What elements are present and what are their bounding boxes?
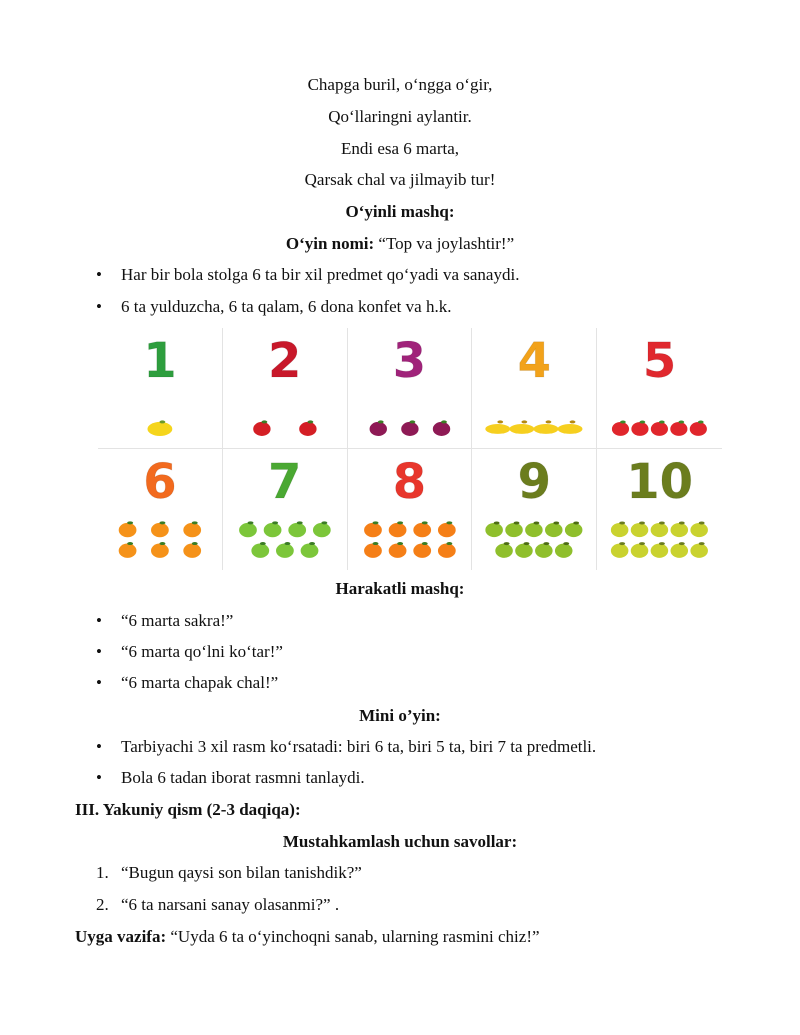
bullet-icon: • — [96, 265, 102, 284]
banana-leaf — [522, 420, 528, 423]
grape-fruit — [496, 544, 514, 558]
strawberry-leaf — [679, 421, 685, 424]
pear-leaf — [679, 521, 685, 524]
pear-fruit — [671, 523, 689, 537]
tangerine-leaf — [421, 542, 427, 545]
strawberry-fruit — [690, 422, 707, 436]
bullet-icon: • — [96, 297, 102, 316]
pear-fruit — [691, 544, 709, 558]
grape-fruit — [565, 523, 583, 537]
strawberry-fruit — [632, 422, 649, 436]
lime-leaf — [297, 521, 303, 524]
number-card-6 — [98, 449, 223, 570]
mini-game-bullet-2 — [96, 767, 365, 789]
number-card-5 — [597, 328, 722, 449]
pear-fruit — [671, 544, 689, 558]
lime-fruit — [288, 523, 306, 537]
final-part-heading: III. Yakuniy qism (2-3 daqiqa): — [75, 800, 301, 819]
movement-bullet-1 — [96, 610, 233, 632]
grape-fruit — [535, 544, 553, 558]
tangerine-leaf — [421, 521, 427, 524]
question-item-2 — [96, 894, 339, 916]
apple-fruit — [253, 422, 270, 436]
tangerine-fruit — [438, 523, 456, 537]
grape-leaf — [544, 542, 550, 545]
movement-heading: Harakatli mashq: — [335, 579, 465, 598]
cherry-leaf — [441, 420, 447, 423]
cherry-fruit — [369, 422, 386, 436]
lime-leaf — [247, 521, 253, 524]
orange-leaf — [127, 521, 133, 524]
banana-fruit — [486, 424, 511, 434]
tangerine-fruit — [413, 523, 431, 537]
pear-leaf — [639, 521, 645, 524]
mini-game-bullet-text: Bola 6 tadan iborat rasmni tanlaydi. — [121, 768, 365, 787]
tangerine-leaf — [397, 542, 403, 545]
strawberry-fruit — [612, 422, 629, 436]
game-name-line — [0, 233, 800, 255]
cherry-fruit — [401, 422, 418, 436]
pear-leaf — [639, 542, 645, 545]
orange-leaf — [159, 542, 165, 545]
tangerine-leaf — [372, 521, 378, 524]
apple-leaf — [307, 420, 313, 423]
lemon-leaf — [159, 420, 165, 423]
pear-leaf — [619, 521, 625, 524]
grape-leaf — [534, 521, 540, 524]
movement-bullet-text: “6 marta qo‘lni ko‘tar!” — [121, 642, 283, 661]
question-number: 2. — [96, 895, 109, 914]
lime-fruit — [264, 523, 282, 537]
strawberry-fruit — [651, 422, 668, 436]
cherry-leaf — [409, 420, 415, 423]
question-text: “6 ta narsani sanay olasanmi?” . — [121, 895, 340, 914]
banana-fruit — [510, 424, 535, 434]
lemon-fruit — [147, 422, 172, 436]
orange-fruit — [119, 523, 137, 537]
poem-line-1: Chapga buril, o‘ngga o‘gir, — [307, 75, 493, 94]
pear-icon — [605, 515, 714, 562]
pear-fruit — [611, 544, 629, 558]
apple-fruit — [299, 422, 316, 436]
bullet-icon: • — [96, 611, 102, 630]
game-bullet-text: Har bir bola stolga 6 ta bir xil predmet qo‘yadi va sanaydi. — [121, 265, 520, 284]
lime-fruit — [313, 523, 331, 537]
game-bullet-1 — [96, 264, 519, 286]
orange-leaf — [159, 521, 165, 524]
banana-leaf — [546, 420, 552, 423]
pear-fruit — [651, 523, 669, 537]
homework-line — [75, 926, 540, 948]
pear-fruit — [631, 523, 649, 537]
grape-icon — [480, 515, 588, 562]
cherry-fruit — [432, 422, 449, 436]
game-heading: O‘yinli mashq: — [345, 202, 455, 221]
card-number: 7 — [267, 454, 302, 510]
card-number: 4 — [517, 333, 551, 389]
poem-line-2: Qo‘llaringni aylantir. — [328, 107, 472, 126]
tangerine-icon — [356, 515, 464, 562]
grape-leaf — [514, 521, 520, 524]
grape-fruit — [516, 544, 534, 558]
tangerine-fruit — [364, 544, 382, 558]
number-card-9 — [472, 449, 597, 570]
pear-fruit — [611, 523, 629, 537]
pear-leaf — [679, 542, 685, 545]
pear-fruit — [631, 544, 649, 558]
pear-leaf — [659, 542, 665, 545]
tangerine-leaf — [446, 521, 452, 524]
lime-leaf — [284, 542, 290, 545]
apple-icon — [231, 394, 339, 440]
lime-fruit — [251, 544, 269, 558]
cherry-leaf — [377, 420, 383, 423]
pear-leaf — [699, 542, 705, 545]
banana-leaf — [498, 420, 504, 423]
number-cards-image — [98, 328, 722, 570]
strawberry-leaf — [640, 421, 646, 424]
pear-fruit — [651, 544, 669, 558]
homework-label: Uyga vazifa: — [75, 927, 167, 946]
mini-game-bullet-1 — [96, 736, 596, 758]
grape-fruit — [526, 523, 544, 537]
banana-fruit — [558, 424, 583, 434]
lime-leaf — [321, 521, 327, 524]
grape-leaf — [564, 542, 570, 545]
number-card-8 — [348, 449, 473, 570]
questions-heading: Mustahkamlash uchun savollar: — [282, 832, 518, 851]
lemon-icon — [106, 394, 214, 440]
lime-fruit — [239, 523, 257, 537]
card-number: 6 — [143, 454, 177, 510]
mini-game-heading: Mini o’yin: — [359, 706, 441, 725]
grape-leaf — [494, 521, 500, 524]
card-number: 8 — [392, 454, 427, 510]
orange-leaf — [127, 542, 133, 545]
pear-leaf — [659, 521, 665, 524]
lime-fruit — [276, 544, 294, 558]
number-card-7 — [223, 449, 348, 570]
game-bullet-text: 6 ta yulduzcha, 6 ta qalam, 6 dona konfet va h.k. — [121, 297, 452, 316]
strawberry-leaf — [620, 421, 626, 424]
orange-fruit — [151, 544, 169, 558]
question-number: 1. — [96, 863, 109, 882]
grape-fruit — [506, 523, 524, 537]
poem-line-3: Endi esa 6 marta, — [340, 139, 459, 158]
strawberry-leaf — [698, 421, 704, 424]
grape-fruit — [545, 523, 563, 537]
card-number: 5 — [642, 333, 677, 389]
tangerine-fruit — [388, 523, 406, 537]
orange-leaf — [192, 521, 198, 524]
game-name-value: “Top va joylashtir!” — [374, 234, 515, 253]
pear-leaf — [619, 542, 625, 545]
movement-bullet-2 — [96, 641, 283, 663]
number-card-1 — [98, 328, 223, 449]
bullet-icon: • — [96, 673, 102, 692]
card-number: 10 — [626, 454, 693, 510]
bullet-icon: • — [96, 642, 102, 661]
orange-fruit — [183, 544, 201, 558]
game-name-label: O‘yin nomi: — [285, 234, 375, 253]
banana-fruit — [534, 424, 559, 434]
movement-bullet-text: “6 marta chapak chal!” — [121, 673, 279, 692]
card-number: 3 — [392, 333, 427, 389]
grape-leaf — [504, 542, 510, 545]
question-item-1 — [96, 862, 362, 884]
strawberry-fruit — [670, 422, 687, 436]
lime-fruit — [300, 544, 318, 558]
movement-bullet-text: “6 marta sakra!” — [121, 611, 234, 630]
card-number: 2 — [267, 333, 302, 389]
tangerine-fruit — [438, 544, 456, 558]
game-bullet-2 — [96, 296, 451, 318]
orange-fruit — [183, 523, 201, 537]
lime-icon — [231, 515, 339, 562]
cherry-icon — [356, 394, 464, 440]
grape-leaf — [524, 542, 530, 545]
number-card-4 — [472, 328, 597, 449]
movement-bullet-3 — [96, 672, 278, 694]
grape-leaf — [554, 521, 560, 524]
tangerine-leaf — [372, 542, 378, 545]
bullet-icon: • — [96, 768, 102, 787]
apple-leaf — [261, 420, 267, 423]
grape-fruit — [486, 523, 504, 537]
orange-leaf — [192, 542, 198, 545]
card-number: 1 — [143, 333, 177, 389]
orange-icon — [106, 515, 214, 562]
pear-fruit — [691, 523, 709, 537]
lime-leaf — [272, 521, 278, 524]
grape-fruit — [555, 544, 573, 558]
tangerine-fruit — [413, 544, 431, 558]
poem-line-4: Qarsak chal va jilmayib tur! — [304, 170, 496, 189]
number-card-3 — [348, 328, 473, 449]
homework-text: “Uyda 6 ta o‘yinchoqni sanab, ularning rasmini chiz!” — [166, 927, 540, 946]
grape-leaf — [574, 521, 580, 524]
tangerine-fruit — [388, 544, 406, 558]
number-card-10 — [597, 449, 722, 570]
card-number: 9 — [517, 454, 551, 510]
lime-leaf — [309, 542, 315, 545]
banana-icon — [480, 394, 588, 440]
lime-leaf — [260, 542, 266, 545]
orange-fruit — [151, 523, 169, 537]
question-text: “Bugun qaysi son bilan tanishdik?” — [121, 863, 362, 882]
mini-game-bullet-text: Tarbiyachi 3 xil rasm ko‘rsatadi: biri 6 ta, biri 5 ta, biri 7 ta predmetli. — [121, 737, 597, 756]
tangerine-leaf — [446, 542, 452, 545]
strawberry-leaf — [659, 421, 665, 424]
tangerine-leaf — [397, 521, 403, 524]
number-card-2 — [223, 328, 348, 449]
orange-fruit — [119, 544, 137, 558]
tangerine-fruit — [364, 523, 382, 537]
bullet-icon: • — [96, 737, 102, 756]
pear-leaf — [699, 521, 705, 524]
banana-leaf — [570, 420, 576, 423]
strawberry-icon — [605, 394, 714, 440]
